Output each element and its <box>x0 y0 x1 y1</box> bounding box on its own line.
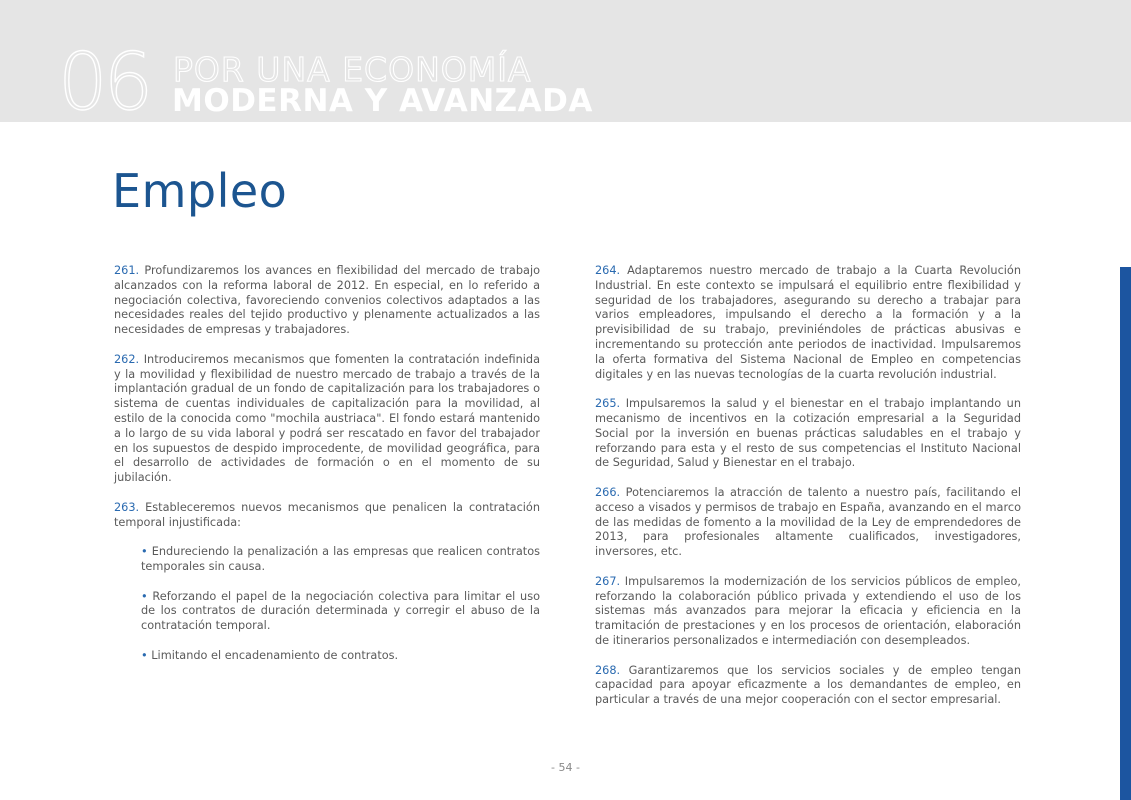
paragraph-264 <box>595 264 1021 382</box>
list-item-text: Limitando el encadenamiento de contratos. <box>147 648 399 662</box>
paragraph-text: Estableceremos nuevos mecanismos que penalicen la contratación temporal injustificada: <box>114 500 540 529</box>
paragraph-text: Potenciaremos la atracción de talento a nuestro país, facilitando el acceso a visados y permisos de trabajo en España, avanzando en el marco de las medidas de fomento a la movilidad de la Ley de emprendedores de 2013, para profesionales altamente cualificados, investigadores, inversores, etc. <box>595 485 1021 559</box>
list-item-text: Reforzando el papel de la negociación colectiva para limitar el uso de los contratos de duración determinada y corregir el abuso de la contratación temporal. <box>141 589 540 633</box>
paragraph-text: Impulsaremos la salud y el bienestar en el trabajo implantando un mecanismo de incentivos en la cotización empresarial a la Seguridad Social por la inversión en buenas prácticas saludables en el trabajo y reforzando para esta y el resto de sus competencias el Instituto Nacional de Seguridad, Salud y Bienestar en el trabajo. <box>595 397 1021 470</box>
chapter-title-line1: POR UNA ECONOMÍA <box>173 50 532 89</box>
paragraph-266 <box>595 486 1021 560</box>
paragraph-262 <box>114 353 540 486</box>
list-item-text: Endureciendo la penalización a las empresas que realicen contratos temporales sin causa. <box>141 545 540 573</box>
item-number: 263. <box>114 500 140 514</box>
item-number: 267. <box>595 574 621 588</box>
paragraph-text: Garantizaremos que los servicios sociales y de empleo tengan capacidad para apoyar eficazmente a los demandantes de empleo, en particular a través de una mejor cooperación con el sector empresarial. <box>595 663 1021 707</box>
bullet-dot: • <box>141 545 148 559</box>
paragraph-text: Impulsaremos la modernización de los servicios públicos de empleo, reforzando la colaboración público privada y extendiendo el uso de los sistemas más avanzados para mejorar la eficacia y eficiencia en la tramitación de prestaciones y en los procesos de orientación, elaboración de itinerarios personalizados e intermediación con desempleados. <box>595 574 1021 647</box>
paragraph-text: Profundizaremos los avances en flexibilidad del mercado de trabajo alcanzados con la reforma laboral de 2012. En especial, en lo referido a negociación colectiva, favoreciendo convenios colectivos adaptados a las necesidades reales del tejido productivo y plenamente actualizados a las necesidades de empresas y trabajadores. <box>114 264 540 337</box>
item-number: 261. <box>114 264 140 277</box>
chapter-header <box>0 0 1131 128</box>
chapter-title-line2: MODERNA Y AVANZADA <box>172 83 593 119</box>
paragraph-text: Introduciremos mecanismos que fomenten la contratación indefinida y la movilidad y flexibilidad de nuestro mercado de trabajo a través de la implantación gradual de un fondo de capitalización para los trabajadores o sistema de cuentas individuales de capitalización para la movilidad, al estilo de la conocida como "mochila austriaca". El fondo estará mantenido a lo largo de su vida laboral y podrá ser rescatado en favor del trabajador en los supuestos de despido improcedente, de movilidad geográfica, para el desarrollo de actividades de formación o en el momento de su jubilación. <box>114 352 540 485</box>
paragraph-267 <box>595 575 1021 649</box>
paragraph-268 <box>595 664 1021 708</box>
item-number: 265. <box>595 397 621 411</box>
paragraph-265 <box>595 397 1021 471</box>
chapter-number: 06 <box>58 38 150 128</box>
list-item <box>141 590 540 634</box>
page-number: - 54 - <box>551 761 580 774</box>
paragraph-263 <box>114 501 540 531</box>
bullet-list <box>114 545 540 663</box>
bullet-dot: • <box>141 648 148 662</box>
bullet-dot: • <box>141 589 148 603</box>
item-number: 264. <box>595 264 621 277</box>
list-item <box>141 649 540 664</box>
item-number: 262. <box>114 352 140 366</box>
right-column <box>595 264 1021 723</box>
left-column <box>114 264 540 678</box>
list-item <box>141 545 540 575</box>
side-accent-bar <box>1120 267 1131 800</box>
paragraph-text: Adaptaremos nuestro mercado de trabajo a la Cuarta Revolución Industrial. En este contexto se impulsará el equilibrio entre flexibilidad y seguridad de los trabajadores, asegurando su derecho a trabajar para varios empleadores, impulsando el derecho a la formación y a la previsibilidad de su trabajo, previniéndoles de prácticas abusivas e incrementando su protección ante periodos de inactividad. Impulsaremos la oferta formativa del Sistema Nacional de Empleo en competencias digitales y en las nuevas tecnologías de la cuarta revolución industrial. <box>595 264 1021 381</box>
item-number: 268. <box>595 663 621 677</box>
section-title: Empleo <box>112 164 288 218</box>
item-number: 266. <box>595 485 621 499</box>
paragraph-261 <box>114 264 540 338</box>
